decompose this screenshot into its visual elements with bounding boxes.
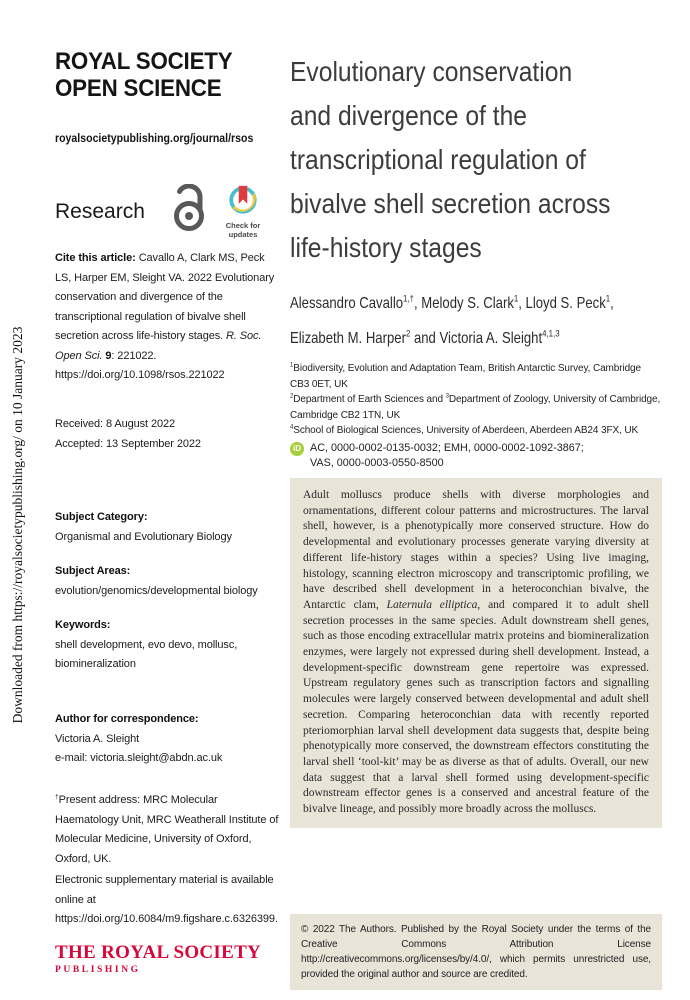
affiliation-2-3: $^2$Department of Earth Sciences and $^3$Department of Zoology, University of Cambridge, Cambridge CB2 1TN, UK: [290, 393, 661, 421]
download-watermark: [10, 255, 32, 795]
license-box: [290, 914, 662, 990]
correspondence-label: Author for correspondence:: [55, 713, 199, 725]
article-history: [55, 415, 283, 454]
keywords-value: shell development, evo devo, mollusc, biomineralization: [55, 638, 238, 670]
author-line-2: Elizabeth M. Harper$^2$ and Victoria A. Sleight$^{4,1,3}$: [290, 328, 560, 347]
citation-pages: : 221022.: [111, 349, 157, 362]
right-column: [290, 0, 662, 1000]
publisher-division: PUBLISHING: [55, 965, 141, 975]
check-for-updates-badge[interactable]: [218, 184, 268, 239]
license-text: © 2022 The Authors. Published by the Royal Society under the terms of the Creative Commons Attribution License http://creativecommons.org/licenses/by/4.0/, which permits unrestricted use, provided the original author and source are credited.: [301, 924, 651, 980]
citation-text: Cavallo A, Clark MS, Peck LS, Harper EM, Sleight VA. 2022 Evolutionary conservation and divergence of the transcriptional regulation of bivalve shell secretion across life-history stages.: [55, 252, 275, 342]
accepted-date: Accepted: 13 September 2022: [55, 437, 201, 450]
subject-areas-value: evolution/genomics/developmental biology: [55, 584, 258, 597]
check-for-updates-icon: [227, 184, 259, 216]
open-access-icon: [171, 184, 207, 237]
article-title: Evolutionary conservation and divergence of the transcriptional regulation of bivalve shell secretion across life-history stages: [290, 56, 611, 263]
subject-category: [55, 508, 283, 547]
affiliations: [290, 361, 662, 439]
section-label: Research: [55, 200, 145, 223]
left-column: [55, 0, 283, 1000]
citation-block: [55, 249, 283, 386]
publisher-name: THE ROYAL SOCIETY: [55, 942, 262, 963]
abstract-box: [290, 478, 662, 828]
journal-url-link[interactable]: royalsocietypublishing.org/journal/rsos: [55, 131, 254, 145]
author-list: [290, 286, 685, 356]
supplementary-material-note: Electronic supplementary material is available online at https://doi.org/10.6084/m9.figshare.c.6326399.: [55, 874, 278, 925]
correspondence: [55, 710, 283, 769]
subject-areas-label: Subject Areas:: [55, 565, 131, 577]
download-watermark-text: Downloaded from https://royalsocietypublishing.org/ on 10 January 2023: [10, 326, 25, 724]
journal-name: [55, 48, 232, 102]
received-date: Received: 8 August 2022: [55, 418, 176, 430]
publisher-logo: [55, 942, 261, 975]
affiliation-4: $^4$School of Biological Sciences, University of Aberdeen, Aberdeen AB24 3FX, UK: [290, 424, 639, 436]
correspondence-name: Victoria A. Sleight: [55, 732, 140, 745]
citation-doi-link[interactable]: https://doi.org/10.1098/rsos.221022: [55, 369, 225, 381]
subject-category-label: Subject Category:: [55, 511, 148, 523]
research-section-row: [55, 183, 283, 239]
correspondence-email-line: e-mail: victoria.sleight@abdn.ac.uk: [55, 752, 223, 764]
subject-areas: [55, 562, 283, 601]
present-address-note: †Present address: MRC Molecular Haematology Unit, MRC Weatherall Institute of Molecular Medicine, University of Oxford, Oxford, UK.: [55, 793, 279, 865]
check-for-updates-label: Check for updates: [225, 221, 261, 239]
author-line-1: Alessandro Cavallo$^{1,\dagger}$, Melody S. Clark$^1$, Lloyd S. Peck$^1$,: [290, 293, 614, 312]
affiliation-1: $^1$Biodiversity, Evolution and Adaptation Team, British Antarctic Survey, Cambridge CB3 0ET, UK: [290, 362, 641, 390]
citation-journal-abbrev: R. Soc. Open Sci.: [55, 330, 262, 362]
citation-volume: 9: [102, 349, 112, 362]
keywords: [55, 616, 283, 675]
abstract-text: Adult molluscs produce shells with diverse morphologies and ornamentations, different colour patterns and microstructures. The larval shell, however, is a phenotypically more conserved structure. How do developmental and evolutionary processes generate varying diversity at different life-history stages within a species? Using live imaging, histology, scanning electron microscopy and transcriptomic profiling, we have described shell development in a heteroconchian bivalve, the Antarctic clam, Laternula elliptica, and compared it to adult shell secretion processes in the same species. Adult downstream shell genes, such as those encoding extracellular matrix proteins and biomineralization enzymes, were largely not expressed during shell development. Instead, a development-specific downstream gene repertoire was expressed. Upstream regulatory genes such as transcription factors and signalling molecules were largely conserved between developmental and adult shell secretion. Comparing heteroconchian data with recently reported pteriomorphian larval shell development data suggests that, despite being phenotypically more conserved, the downstream effectors constituting the larval shell ‘tool-kit’ may be as diverse as that of adults. Overall, our new data suggest that a larval shell formed using development-specific downstream effector genes is a conserved and ancestral feature of the bivalve lineage, and possibly more broadly across the molluscs.: [303, 489, 649, 816]
journal-name-line2: OPEN SCIENCE: [55, 75, 222, 102]
orcid-ids: [290, 441, 584, 470]
keywords-label: Keywords:: [55, 619, 111, 631]
correspondence-email-link[interactable]: victoria.sleight@abdn.ac.uk: [90, 752, 223, 764]
subject-category-value: Organismal and Evolutionary Biology: [55, 530, 232, 543]
orcid-icon[interactable]: iD: [290, 442, 304, 456]
journal-name-line1: ROYAL SOCIETY: [55, 48, 233, 75]
orcid-id-list: AC, 0000-0002-0135-0032; EMH, 0000-0002-1092-3867; VAS, 0000-0003-0550-8500: [310, 442, 584, 469]
citation-label: Cite this article:: [55, 252, 136, 264]
dagger-marker: †: [55, 793, 59, 801]
species-name-italic: Laternula elliptica: [386, 598, 478, 611]
